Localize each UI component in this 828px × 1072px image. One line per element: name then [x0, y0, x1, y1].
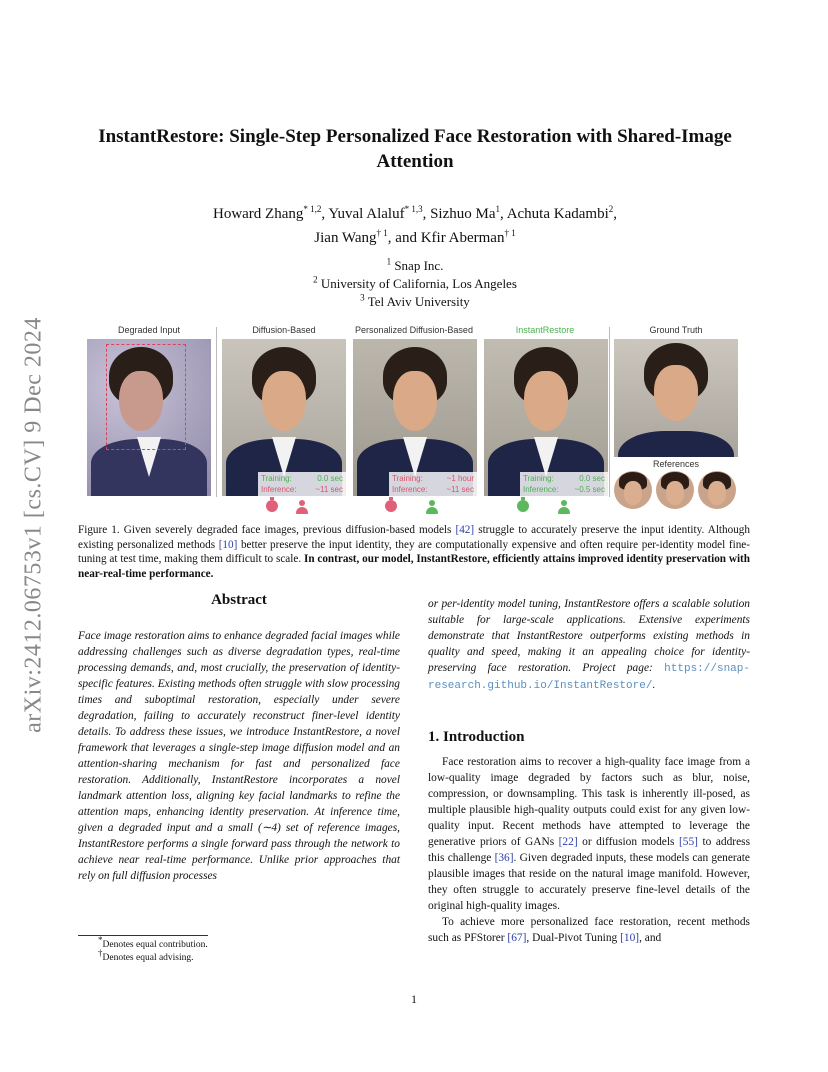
- arxiv-identifier: [14, 290, 54, 760]
- affiliation: $^2$ University of California, Los Angeles: [313, 274, 517, 291]
- reference-image: [698, 471, 736, 509]
- stopwatch-icon: [517, 500, 529, 512]
- author-list: Howard Zhang$^{* 1,2}$, Yuval Alaluf$^{* 1,3}$, Sizhuo Ma$^1$, Achuta Kadambi$^2$, Jian Wang$^{\dagger 1}$, and Kfir Aberman$^{\dagger 1}$: [212, 204, 617, 246]
- author: Achuta Kadambi$^2$: [506, 204, 614, 222]
- footnotes: [78, 934, 400, 964]
- divider: [216, 327, 217, 497]
- references-label: References: [652, 459, 700, 469]
- stopwatch-icon: [266, 500, 278, 512]
- panel-label-personalized: Personalized Diffusion-Based: [355, 325, 473, 335]
- author: Yuval Alaluf$^{* 1,3}$: [328, 204, 423, 222]
- author: Sizhuo Ma$^1$: [430, 204, 500, 222]
- divider: [609, 327, 610, 497]
- introduction-text: [428, 754, 750, 946]
- author: Jian Wang$^{\dagger 1}$: [314, 228, 388, 246]
- affiliation: $^3$ Tel Aviv University: [360, 292, 470, 309]
- reference-image: [614, 471, 652, 509]
- abstract-heading: Abstract: [211, 592, 267, 608]
- citation-link[interactable]: [22]: [558, 836, 578, 848]
- intro-paragraph: To achieve more personalized face restoration, recent methods such as PFStorer [67], Dual-Pivot Tuning [10], and: [428, 916, 750, 944]
- citation-link[interactable]: [67]: [507, 932, 527, 944]
- reference-image: [656, 471, 694, 509]
- citation-link[interactable]: [55]: [678, 836, 698, 848]
- face-crop-box: [106, 344, 186, 450]
- ground-truth-image: [614, 339, 738, 457]
- metrics-diffusion: Training: 0.0 sec Inference: ~11 sec: [258, 472, 346, 496]
- metrics-instantrestore: Training: 0.0 sec Inference: ~0.5 sec: [520, 472, 608, 496]
- panel-label-instantrestore: InstantRestore: [515, 325, 575, 335]
- footnote: *Denotes equal contribution.: [98, 934, 208, 950]
- affiliation: $^1$ Snap Inc.: [386, 256, 444, 273]
- citation-link[interactable]: [42]: [455, 524, 475, 536]
- abstract-text: Face image restoration aims to enhance degraded facial images while addressing challenges such as diverse degradation types, real-time processing demands, and, most crucially, the preservation of identity-specific features. Existing methods often struggle with slow processing times and suboptimal restoration, especially under severe degradation, failing to accurately reconstruct finer-level identity details. To address these issues, we introduce InstantRestore, a novel framework that leverages a single-step image diffusion model and an attention-sharing mechanism for fast and personalized face restoration. Additionally, InstantRestore incorporates a novel landmark attention loss, aligning key facial landmarks to refine the attention maps, enhancing identity preservation. At inference time, given a degraded input and a small (∼4) set of reference images, InstantRestore performs a single forward pass through the network to achieve near real-time performance. Unlike prior approaches that rely on full diffusion processes: [78, 630, 400, 882]
- person-icon: [557, 500, 571, 514]
- panel-label-diffusion: Diffusion-Based: [252, 325, 316, 335]
- intro-paragraph: Face restoration aims to recover a high-quality face image from a low-quality image degraded by factors such as blur, noise, compression, or downsampling. This task is inherently ill-posed, as multiple plausible high-quality outputs could exist for any given low-quality input. Recent methods have attempted to leverage the generative priors of GANs [22] or diffusion models [55] to address this challenge [36]. Given degraded inputs, these models can generate plausible images that reside on the natural image manifold. However, they often struggle to accurately preserve fine-level details of the original high-quality images.: [428, 756, 751, 912]
- person-icon: [295, 500, 309, 514]
- page-number: 1: [411, 992, 417, 1006]
- panel-label-degraded: Degraded Input: [117, 325, 181, 335]
- introduction-heading: 1. Introduction: [428, 729, 525, 745]
- arxiv-id-text: arXiv:2412.06753v1 [cs.CV] 9 Dec 2024: [20, 317, 47, 733]
- citation-link[interactable]: [10]: [620, 932, 640, 944]
- affiliation-list: [200, 257, 630, 311]
- stopwatch-icon: [385, 500, 397, 512]
- citation-link[interactable]: [10]: [218, 538, 238, 551]
- footnote: †Denotes equal advising.: [98, 947, 194, 963]
- figure-caption: Figure 1. Given severely degraded face images, previous diffusion-based models [42] struggle to accurately preserve the input identity. Although existing personalized methods [10] better preserve the input identity, they are computationally expensive and often require per-identity model fine-tuning at test time, making them difficult to scale. In contrast, our model, InstantRestore, efficiently attains improved identity preservation with near-real-time performance.: [78, 524, 750, 580]
- author: Howard Zhang$^{* 1,2}$: [212, 204, 322, 222]
- citation-link[interactable]: [36]: [494, 852, 514, 864]
- paper-title: InstantRestore: Single-Step Personalized Face Restoration with Shared-Image Attention: [98, 126, 732, 172]
- author: Kfir Aberman$^{\dagger 1}$: [420, 228, 516, 246]
- degraded-input-image: [87, 339, 211, 496]
- abstract-continued: or per-identity model tuning, InstantRestore offers a scalable solution suitable for large-scale applications. Extensive experiments demonstrate that InstantRestore outperforms existing methods in quality and speed, making it an appealing choice for identity-preserving face restoration. Project page: https://snap-research.github.io/InstantRestore/.: [428, 598, 750, 692]
- person-icon: [425, 500, 439, 514]
- project-page-link[interactable]: https://snap-research.github.io/InstantRestore/: [428, 663, 750, 692]
- panel-label-ground-truth: Ground Truth: [649, 325, 703, 335]
- metrics-personalized: Training: ~1 hour Inference: ~11 sec: [389, 472, 477, 496]
